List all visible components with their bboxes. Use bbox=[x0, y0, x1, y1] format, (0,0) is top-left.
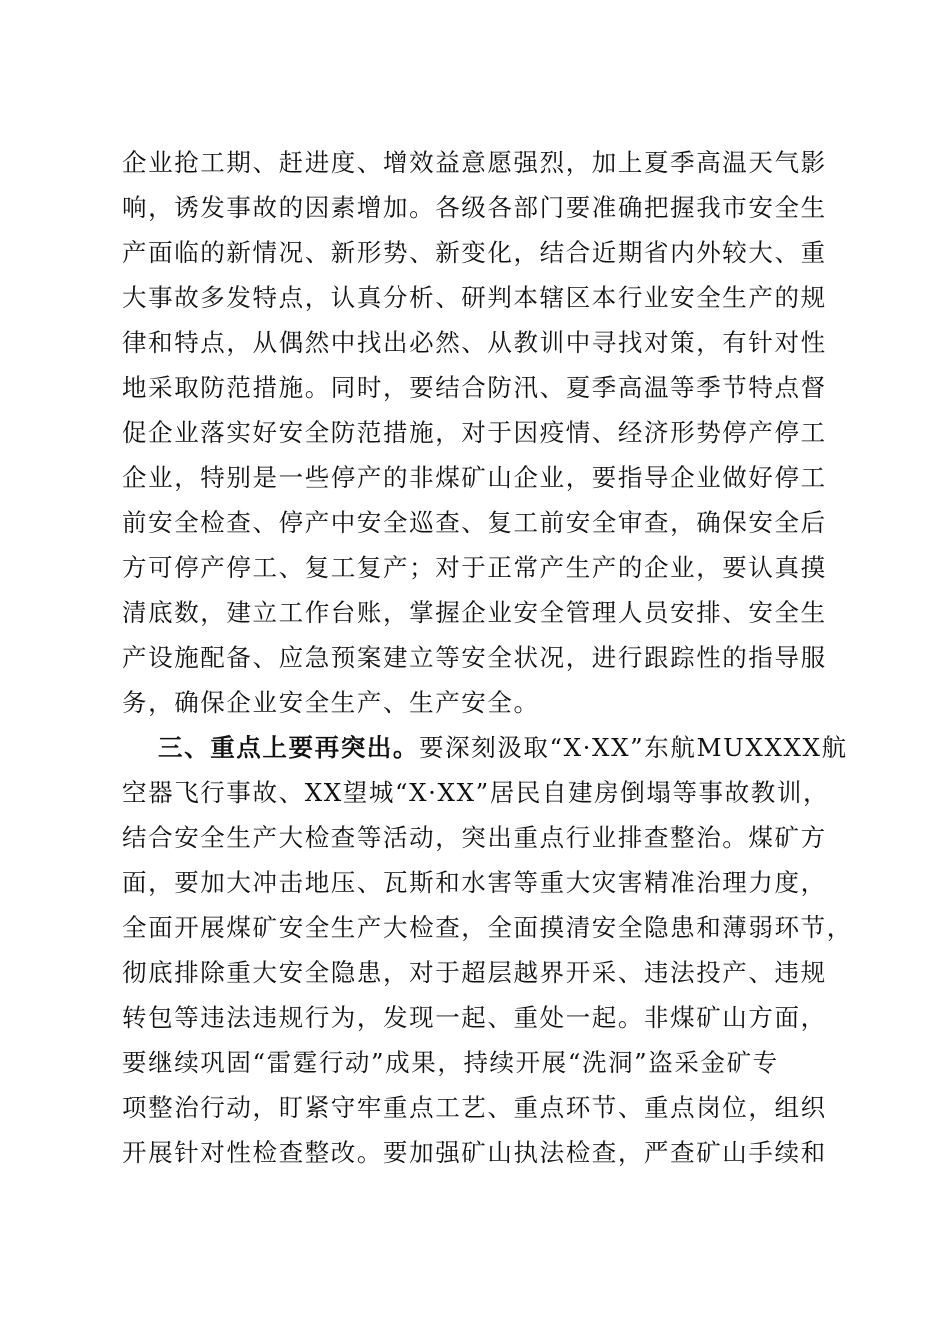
text-line: 彻底排除重大安全隐患，对于超层越界开采、违法投产、违规 bbox=[122, 958, 827, 987]
text-line bbox=[122, 725, 848, 770]
paragraph-2 bbox=[122, 725, 853, 1175]
text-line: 要继续巩固“雷霆行动”成果，持续开展“洗洞”盗采金矿专 bbox=[122, 1048, 779, 1077]
text-line: 清底数，建立工作台账，掌握企业安全管理人员安排、安全生 bbox=[122, 598, 827, 627]
heading-line-rest: 要深刻汲取“X·XX”东航MUXXXX航 bbox=[419, 733, 848, 762]
text-line: 面，要加大冲击地压、瓦斯和水害等重大灾害精准治理力度， bbox=[122, 868, 827, 897]
text-line: 企业抢工期、赶进度、增效益意愿强烈，加上夏季高温天气影 bbox=[122, 148, 827, 177]
paragraph-1 bbox=[122, 140, 832, 725]
text-line: 结合安全生产大检查等活动，突出重点行业排查整治。煤矿方 bbox=[122, 823, 827, 852]
text-line: 前安全检查、停产中安全巡查、复工前安全审查，确保安全后 bbox=[122, 508, 827, 537]
text-line: 地采取防范措施。同时，要结合防汛、夏季高温等季节特点督 bbox=[122, 373, 827, 402]
text-line: 方可停产停工、复工复产；对于正常产生产的企业，要认真摸 bbox=[122, 553, 827, 582]
text-line: 企业，特别是一些停产的非煤矿山企业，要指导企业做好停工 bbox=[122, 463, 827, 492]
text-line: 全面开展煤矿安全生产大检查，全面摸清安全隐患和薄弱环节， bbox=[122, 913, 853, 942]
text-line: 促企业落实好安全防范措施，对于因疫情、经济形势停产停工 bbox=[122, 418, 827, 447]
text-line: 项整治行动，盯紧守牢重点工艺、重点环节、重点岗位，组织 bbox=[122, 1093, 827, 1122]
text-line: 产设施配备、应急预案建立等安全状况，进行跟踪性的指导服 bbox=[122, 643, 827, 672]
section-heading: 三、重点上要再突出。 bbox=[158, 733, 419, 762]
text-line: 律和特点，从偶然中找出必然、从教训中寻找对策，有针对性 bbox=[122, 328, 827, 357]
text-line: 空器飞行事故、XX望城“X·XX”居民自建房倒塌等事故教训， bbox=[122, 778, 830, 807]
text-line: 开展针对性检查整改。要加强矿山执法检查，严查矿山手续和 bbox=[122, 1138, 827, 1167]
text-line: 产面临的新情况、新形势、新变化，结合近期省内外较大、重 bbox=[122, 238, 827, 267]
text-line: 响，诱发事故的因素增加。各级各部门要准确把握我市安全生 bbox=[122, 193, 827, 222]
text-line: 大事故多发特点，认真分析、研判本辖区本行业安全生产的规 bbox=[122, 283, 827, 312]
text-line: 转包等违法违规行为，发现一起、重处一起。非煤矿山方面， bbox=[122, 1003, 827, 1032]
text-line: 务，确保企业安全生产、生产安全。 bbox=[122, 688, 540, 717]
